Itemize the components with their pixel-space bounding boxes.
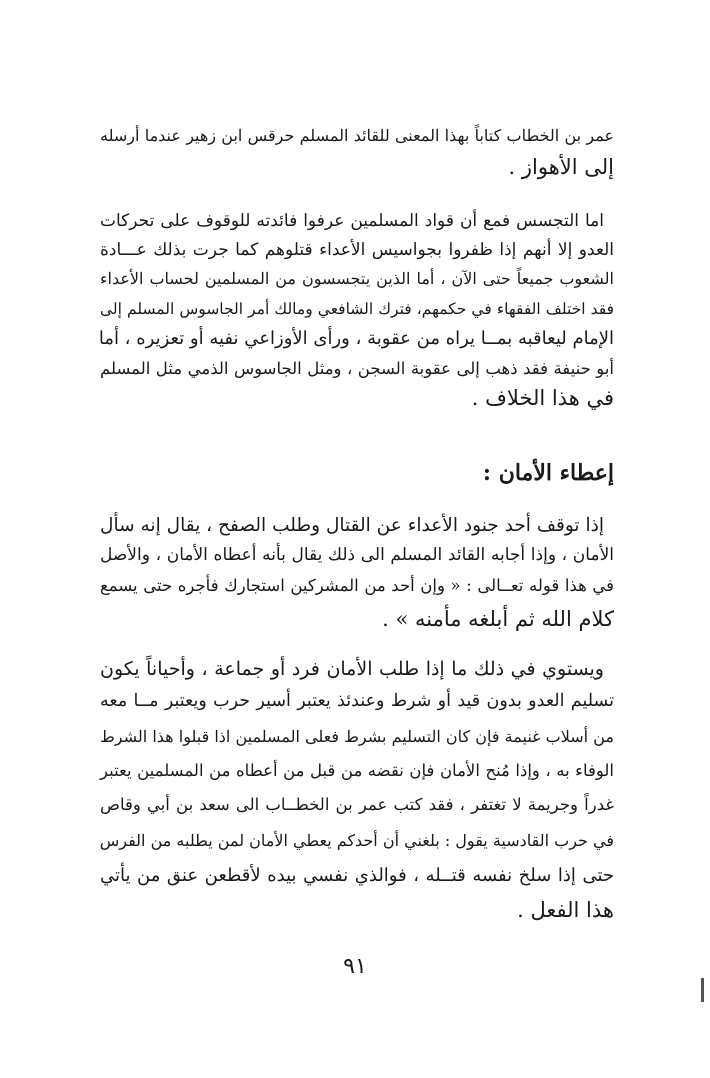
text-line: العدو إلا أنهم إذا ظفروا بجواسيس الأعداء قتلوهم كما جرت بذلك عـــادة (100, 240, 614, 260)
text-line: ويستوي في ذلك ما إذا طلب الأمان فرد أو جماعة ، وأحياناً يكون (100, 658, 604, 680)
section-heading: إعطاء الأمان : (482, 460, 614, 486)
text-line: عمر بن الخطاب كتاباً بهذا المعنى للقائد المسلم حرقس ابن زهير عندما أرسله (100, 126, 614, 145)
page-edge-mark (701, 978, 704, 1002)
text-line: الأمان ، وإذا أجابه القائد المسلم الى ذلك يقال بأنه أعطاه الأمان ، والأصل (100, 545, 614, 565)
text-line: فقد اختلف الفقهاء في حكمهم، فترك الشافعي ومالك أمر الجاسوس المسلم إلى (100, 300, 614, 318)
text-line: كلام الله ثم أبلغه مأمنه » . (382, 607, 614, 631)
text-line: غدراً وجريمة لا تغتفر ، فقد كتب عمر بن الخطــاب الى سعد بن أبي وقاص (100, 795, 614, 814)
text-line: إذا توقف أحد جنود الأعداء عن القتال وطلب الصفح ، يقال إنه سأل (100, 515, 604, 536)
text-line: حتى إذا سلخ نفسه قتــله ، فوالذي نفسي بيده لأقطعن عنق من يأتي (100, 865, 614, 886)
text-line: في هذا قوله تعــالى : « وإن أحد من المشركين استجارك فأجره حتى يسمع (100, 576, 614, 595)
page-number: ٩١ (343, 954, 367, 979)
text-line: في هذا الخلاف . (471, 386, 614, 410)
text-line: أبو حنيفة فقد ذهب إلى عقوبة السجن ، ومثل الجاسوس الذمي مثل المسلم (100, 359, 614, 378)
text-line: الوفاء به ، وإذا مُنح الأمان فإن نقضه من قبل من أعطاه من المسلمين يعتبر (100, 761, 614, 780)
text-line: اما التجسس فمع أن قواد المسلمين عرفوا فائدته للوقوف على تحركات (100, 211, 604, 231)
text-line: تسليم العدو بدون قيد أو شرط وعندئذ يعتبر أسير حرب ويعتبر مــا معه (100, 691, 614, 711)
text-line: الشعوب جميعاً حتى الآن ، أما الذين يتجسسون من المسلمين لحساب الأعداء (100, 269, 614, 288)
text-line: هذا الفعل . (517, 898, 614, 922)
text-line: من أسلاب غنيمة فإن كان التسليم بشرط فعلى المسلمين اذا قبلوا هذا الشرط (100, 727, 614, 746)
text-line: في حرب القادسية يقول : بلغني أن أحدكم يعطي الأمان لمن يطلبه من الفرس (99, 831, 614, 850)
text-line: إلى الأهواز . (508, 155, 614, 179)
text-line: الإمام ليعاقبه بمــا يراه من عقوبة ، ورأى الأوزاعي نفيه أو تعزيره ، أما (98, 328, 614, 349)
